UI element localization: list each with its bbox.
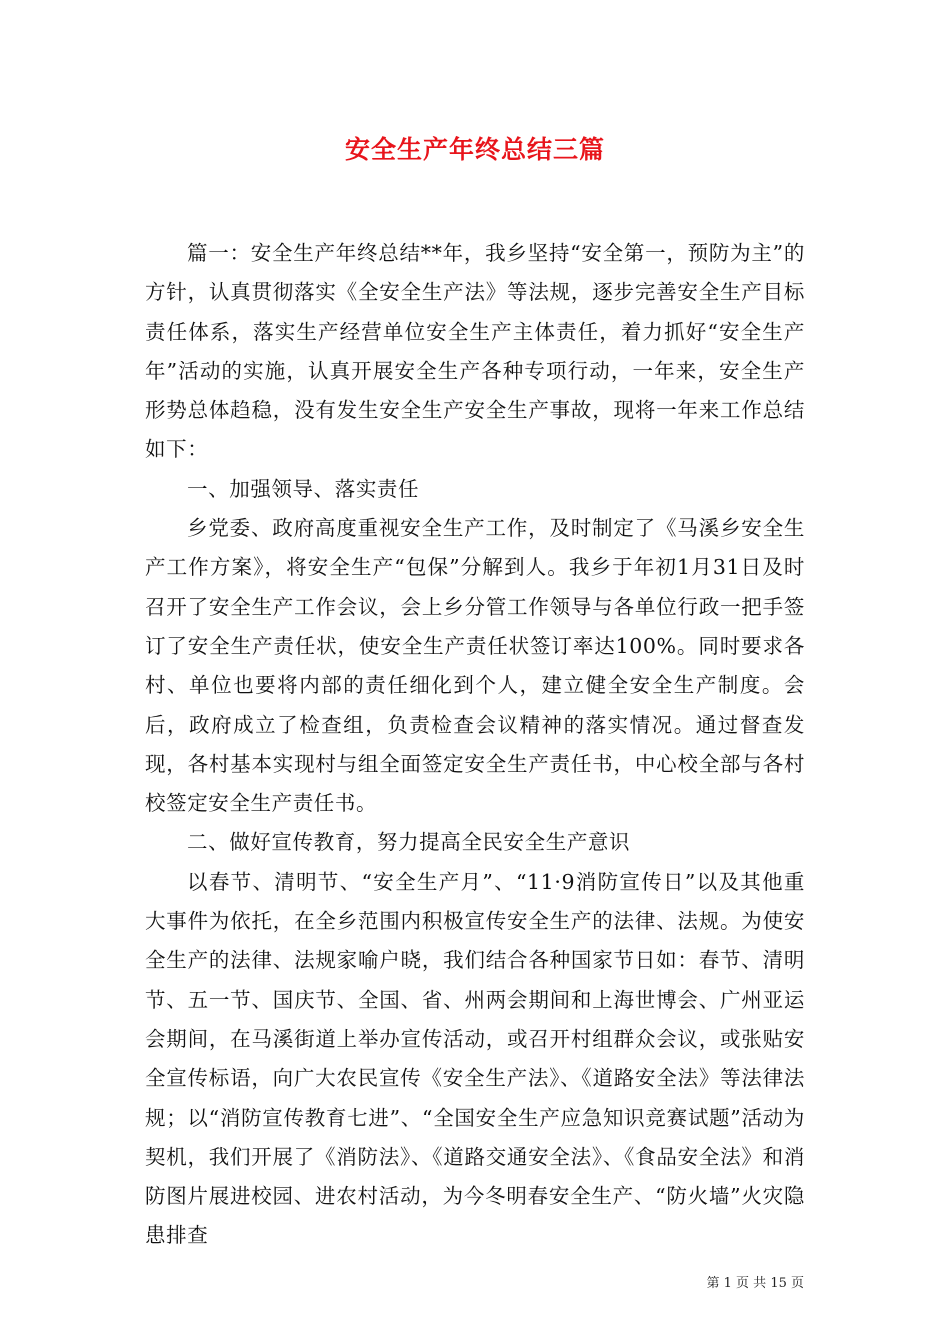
paragraph-section-1: 乡党委、政府高度重视安全生产工作，及时制定了《马溪乡安全生产工作方案》，将安全生产“包保”分解到人。我乡于年初1月31日及时召开了安全生产工作会议，会上乡分管工作领导与各单位行政一把手签订了安全生产责任状，使安全生产责任状签订率达100%。同时要求各村、单位也要将内部的责任细化到个人，建立健全安全生产制度。会后，政府成立了检查组，负责检查会议精神的落实情况。通过督查发现，各村基本实现村与组全面签定安全生产责任书，中心校全部与各村校签定安全生产责任书。 (145, 516, 805, 816)
section-heading-1: 一、加强领导、落实责任 (187, 476, 420, 501)
document-title: 安全生产年终总结三篇 (344, 135, 605, 164)
section-heading-2: 二、做好宣传教育，努力提高全民安全生产意识 (187, 830, 631, 855)
paragraph-intro: 篇一：安全生产年终总结**年，我乡坚持“安全第一，预防为主”的方针，认真贯彻落实《全安全生产法》等法规，逐步完善安全生产目标责任体系，落实生产经营单位安全生产主体责任，着力抓好“安全生产年”活动的实施，认真开展安全生产各种专项行动，一年来，安全生产形势总体趋稳，没有发生安全生产安全生产事故，现将一年来工作总结如下： (145, 241, 805, 462)
page-number-footer: 第 1 页 共 15 页 (706, 1276, 804, 1291)
document-body (145, 234, 805, 1256)
paragraph-section-2: 以春节、清明节、“安全生产月”、“11·9消防宣传日”以及其他重大事件为依托，在全乡范围内积极宣传安全生产的法律、法规。为使安全生产的法律、法规家喻户晓，我们结合各种国家节日如：春节、清明节、五一节、国庆节、全国、省、州两会期间和上海世博会、广州亚运会期间，在马溪街道上举办宣传活动，或召开村组群众会议，或张贴安全宣传标语，向广大农民宣传《安全生产法》、《道路安全法》等法律法规；以“消防宣传教育七进”、“全国安全生产应急知识竞赛试题”活动为契机，我们开展了《消防法》、《道路交通安全法》、《食品安全法》和消防图片展进校园、进农村活动，为今冬明春安全生产、“防火墙”火灾隐患排查 (145, 869, 805, 1248)
